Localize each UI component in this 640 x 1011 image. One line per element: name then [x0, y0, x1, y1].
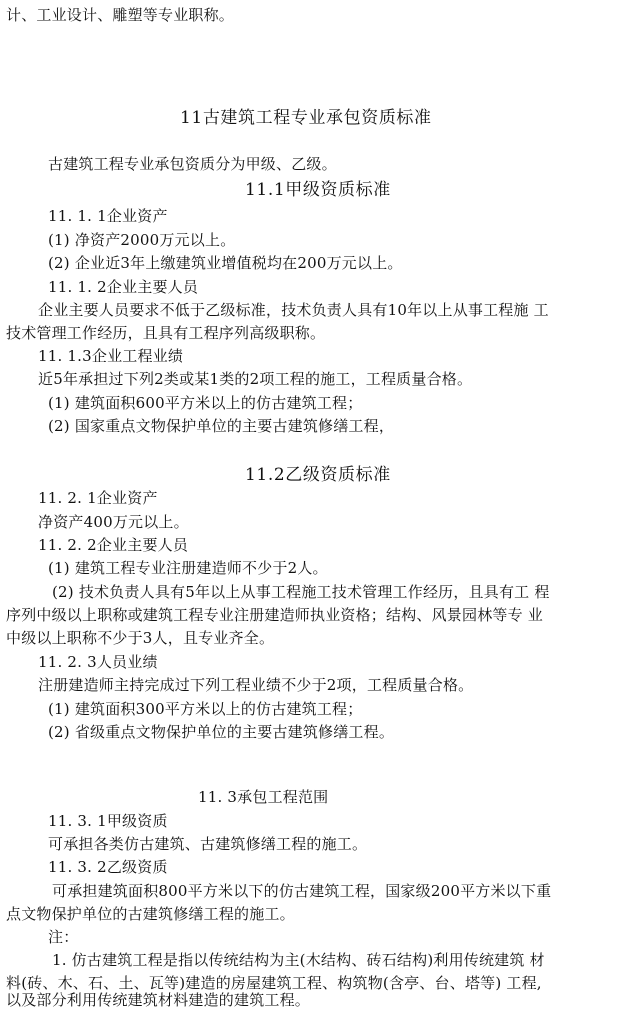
grade-b-assets-heading: 11. 2. 1企业资产 — [38, 489, 158, 507]
grade-a-staff-text-1: 企业主要人员要求不低于乙级标准，技术负责人具有10年以上从事工程施 工 — [38, 301, 549, 319]
grade-b-staff-item-1: (1) 建筑工程专业注册建造师不少于2人。 — [48, 559, 328, 577]
grade-a-performance-item-2: (2) 国家重点文物保护单位的主要古建筑修缮工程， — [48, 417, 395, 435]
scope-grade-a-text: 可承担各类仿古建筑、古建筑修缮工程的施工。 — [48, 835, 368, 853]
intro-tail-text: 计、工业设计、雕塑等专业职称。 — [6, 6, 235, 24]
note-1-line-2: 料(砖、木、石、土、瓦等)建造的房屋建筑工程、构筑物(含亭、台、塔等) 工程, — [6, 974, 542, 992]
section-intro: 古建筑工程专业承包资质分为甲级、乙级。 — [48, 155, 337, 173]
grade-b-staff-heading: 11. 2. 2企业主要人员 — [38, 536, 189, 554]
grade-b-performance-text: 注册建造师主持完成过下列工程业绩不少于2项，工程质量合格。 — [38, 676, 474, 694]
grade-b-staff-item-2-line-2: 序列中级以上职称或建筑工程专业注册建造师执业资格；结构、风景园林等专 业 — [6, 606, 543, 624]
note-1-line-1: 1. 仿古建筑工程是指以传统结构为主(木结构、砖石结构)利用传统建筑 材 — [52, 951, 545, 969]
grade-b-assets-text: 净资产400万元以上。 — [38, 513, 189, 531]
grade-b-performance-heading: 11. 2. 3人员业绩 — [38, 653, 158, 671]
scope-grade-b-heading: 11. 3. 2乙级资质 — [48, 858, 168, 876]
grade-b-title: 11.2乙级资质标准 — [245, 465, 391, 485]
grade-b-staff-item-2-line-3: 中级以上职称不少于3人，且专业齐全。 — [6, 629, 275, 647]
scope-grade-b-text-2: 点文物保护单位的古建筑修缮工程的施工。 — [6, 905, 295, 923]
grade-a-assets-item-1: (1) 净资产2000万元以上。 — [48, 231, 236, 249]
grade-a-assets-heading: 11. 1. 1企业资产 — [48, 207, 168, 225]
section-title: 11古建筑工程专业承包资质标准 — [180, 108, 432, 128]
grade-a-staff-text-2: 技术管理工作经历，且具有工程序列高级职称。 — [6, 324, 326, 342]
grade-a-performance-heading: 11. 1.3企业工程业绩 — [38, 347, 184, 365]
grade-b-performance-item-1: (1) 建筑面积300平方米以上的仿古建筑工程； — [48, 700, 363, 718]
scope-grade-a-heading: 11. 3. 1甲级资质 — [48, 812, 168, 830]
grade-a-performance-item-1: (1) 建筑面积600平方米以上的仿古建筑工程； — [48, 394, 363, 412]
grade-b-staff-item-2-line-1: (2) 技术负责人具有5年以上从事工程施工技术管理工作经历，且具有工 程 — [52, 583, 550, 601]
scope-title: 11. 3承包工程范围 — [198, 788, 329, 806]
grade-a-performance-text: 近5年承担过下列2类或某1类的2项工程的施工，工程质量合格。 — [38, 370, 473, 388]
scope-grade-b-text-1: 可承担建筑面积800平方米以下的仿古建筑工程，国家级200平方米以下重 — [52, 882, 552, 900]
grade-a-title: 11.1甲级资质标准 — [245, 180, 391, 200]
note-1-line-3: 以及部分利用传统建筑材料建造的建筑工程。 — [6, 991, 311, 1009]
grade-b-performance-item-2: (2) 省级重点文物保护单位的主要古建筑修缮工程。 — [48, 723, 395, 741]
note-label: 注： — [48, 928, 79, 946]
grade-a-assets-item-2: (2) 企业近3年上缴建筑业增值税均在200万元以上。 — [48, 254, 403, 272]
grade-a-staff-heading: 11. 1. 2企业主要人员 — [48, 278, 199, 296]
